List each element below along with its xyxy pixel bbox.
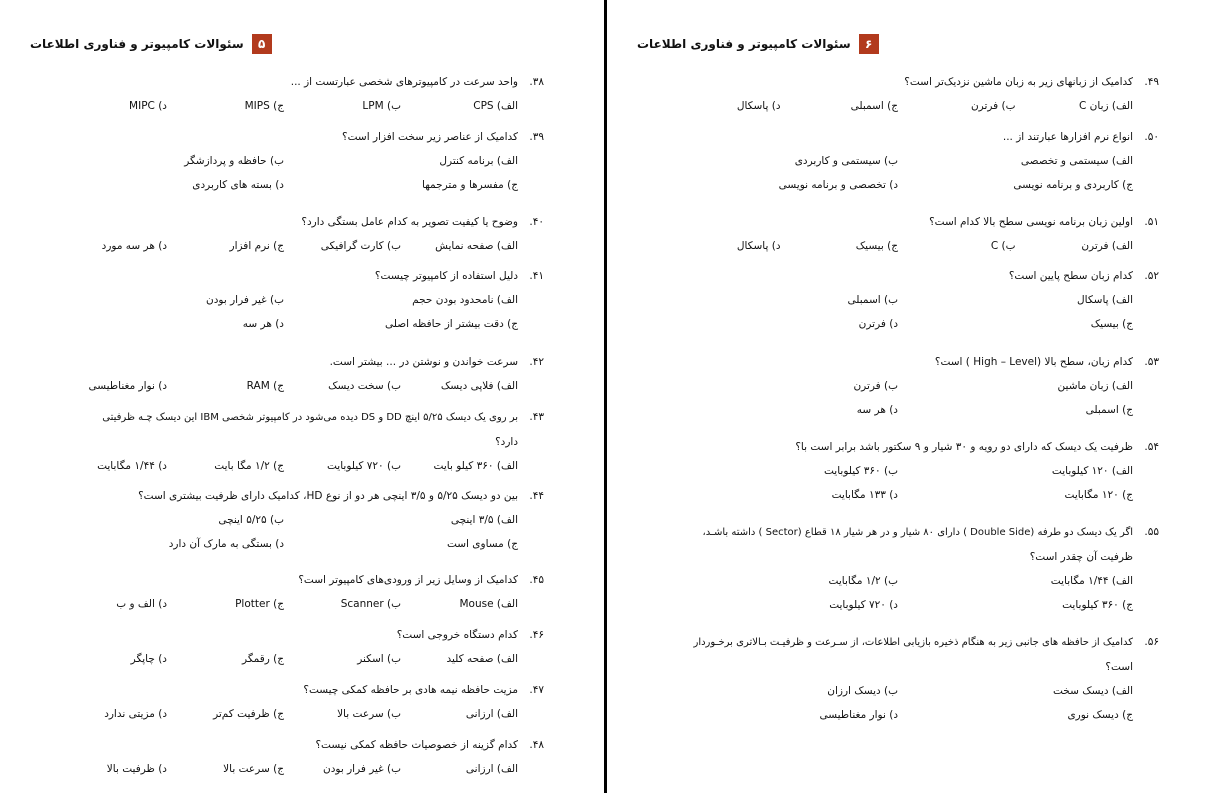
option-b: ب) حافظه و پردازشگر (184, 155, 284, 167)
question-47 (50, 678, 544, 726)
question-42 (50, 350, 544, 398)
option-c: ج) اسمبلی (1085, 404, 1133, 416)
option-a: الف) دیسک سخت (1052, 685, 1133, 697)
question-number: ۴۵. (529, 574, 544, 586)
question-45 (50, 568, 544, 616)
question-40 (50, 210, 544, 258)
option-a: الف) زبان C (1078, 100, 1133, 112)
option-b: ب) فرترن (970, 100, 1016, 112)
option-c: ج) سرعت بالا (223, 763, 284, 775)
question-text-continued: ظرفیت آن چقدر است؟ (1029, 551, 1133, 563)
option-d: د) تخصصی و برنامه نویسی (778, 179, 898, 191)
question-text: ظرفیت یک دیسک که دارای دو رویه و ۳۰ شیار و ۹ سکتور باشد برابر است با؟ (795, 441, 1133, 453)
option-c: ج) Plotter (235, 598, 284, 610)
option-b: ب) فرترن (853, 380, 898, 392)
page-number-badge: ۵ (252, 34, 272, 54)
question-number: ۵۱. (1144, 216, 1159, 228)
question-text-continued: است؟ (1105, 661, 1133, 673)
question-number: ۴۴. (529, 490, 544, 502)
option-a: الف) سیستمی و تخصصی (1020, 155, 1133, 167)
option-d: د) ۱/۴۴ مگابایت (97, 460, 167, 472)
question-number: ۴۸. (529, 739, 544, 751)
option-c: ج) نرم افزار (229, 240, 284, 252)
question-number: ۵۶. (1144, 636, 1159, 648)
option-a: الف) صفحه کلید (446, 653, 518, 665)
option-a: الف) زبان ماشین (1057, 380, 1133, 392)
question-text: انواع نرم افزارها عبارتند از ... (1002, 131, 1133, 143)
option-a: الف) ارزانی (465, 763, 518, 775)
right-page-header (637, 34, 879, 54)
option-b: ب) ۱/۲ مگابایت (828, 575, 898, 587)
question-text: بر روی یک دیسک ۵/۲۵ اینچ DD و DS دیده می‌شود در کامپیوتر شخصی IBM این دیسک چـه ظرفیتی (102, 412, 518, 423)
question-text: اگر یک دیسک دو طرفه (Double Side ) دارای ۸۰ شیار و در هر شیار ۱۸ قطاع (Sector ) داشته باشـد، (702, 527, 1133, 538)
option-c: ج) دقت بیشتر از حافظه اصلی (385, 318, 518, 330)
question-44 (50, 484, 544, 556)
question-text: واحد سرعت در کامپیوترهای شخصی عبارتست از ... (290, 76, 518, 88)
option-b: ب) اسکنر (357, 653, 401, 665)
option-a: الف) Mouse (459, 598, 518, 610)
option-b: ب) غیر فرار بودن (206, 294, 284, 306)
option-b: ب) اسمبلی (847, 294, 898, 306)
option-c: ج) MIPS (244, 100, 284, 112)
option-c: ج) ۳۶۰ کیلوبایت (1062, 599, 1133, 611)
option-d: د) ۷۲۰ کیلوبایت (829, 599, 898, 611)
option-c: ج) بیسیک (855, 240, 898, 252)
question-number: ۴۹. (1144, 76, 1159, 88)
question-number: ۳۹. (529, 131, 544, 143)
option-c: ج) بیسیک (1090, 318, 1133, 330)
page-title: سئوالات کامپیوتر و فناوری اطلاعات (30, 37, 244, 51)
question-51 (663, 210, 1159, 258)
option-b: ب) C (990, 240, 1016, 252)
question-52 (663, 264, 1159, 336)
option-c: ج) کاربردی و برنامه نویسی (1013, 179, 1133, 191)
question-number: ۵۳. (1144, 356, 1159, 368)
page-title: سئوالات کامپیوتر و فناوری اطلاعات (637, 37, 851, 51)
question-text: وضوح یا کیفیت تصویر به کدام عامل بستگی دارد؟ (301, 216, 518, 228)
question-46 (50, 623, 544, 671)
option-a: الف) ۳/۵ اینچی (450, 514, 518, 526)
option-c: ج) اسمبلی (850, 100, 898, 112)
option-b: ب) سیستمی و کاربردی (794, 155, 898, 167)
option-d: د) نوار مغناطیسی (88, 380, 167, 392)
option-b: ب) Scanner (340, 598, 401, 610)
question-text: کدامیک از زبانهای زیر به زبان ماشین نزدیک‌تر است؟ (904, 76, 1133, 88)
option-a: الف) CPS (473, 100, 518, 112)
option-c: ج) ظرفیت کم‌تر (213, 708, 284, 720)
option-d: د) پاسکال (736, 240, 781, 252)
question-49 (663, 70, 1159, 118)
question-text-continued: دارد؟ (495, 436, 518, 448)
question-text: کدام زبان سطح پایین است؟ (1008, 270, 1133, 282)
option-a: الف) پاسکال (1077, 294, 1133, 306)
left-page-header (30, 34, 272, 54)
question-number: ۴۶. (529, 629, 544, 641)
question-text: کدام زبان، سطح بالا (High – Level ) است؟ (934, 356, 1133, 368)
question-48 (50, 733, 544, 781)
option-c: ج) دیسک نوری (1067, 709, 1133, 721)
option-d: د) بستگی به مارک آن دارد (168, 538, 284, 550)
question-38 (50, 70, 544, 118)
option-b: ب) دیسک ارزان (827, 685, 898, 697)
right-page (607, 0, 1207, 793)
option-d: د) هر سه (242, 318, 284, 330)
question-54 (663, 435, 1159, 507)
option-b: ب) سخت دیسک (328, 380, 401, 392)
option-a: الف) فلاپی دیسک (440, 380, 518, 392)
option-d: د) فرترن (858, 318, 898, 330)
option-d: د) ظرفیت بالا (106, 763, 167, 775)
option-b: ب) ۷۲۰ کیلوبایت (326, 460, 401, 472)
question-39 (50, 125, 544, 197)
question-number: ۵۲. (1144, 270, 1159, 282)
option-d: د) الف و ب (116, 598, 167, 610)
option-c: ج) مساوی است (446, 538, 518, 550)
question-43 (50, 405, 544, 478)
question-41 (50, 264, 544, 336)
question-text: کدام دستگاه خروجی است؟ (396, 629, 518, 641)
option-d: د) MIPC (129, 100, 167, 112)
option-d: د) هر سه مورد (101, 240, 167, 252)
option-c: ج) ۱/۲ مگا بایت (214, 460, 284, 472)
question-number: ۴۷. (529, 684, 544, 696)
question-55 (663, 520, 1159, 617)
question-56 (663, 630, 1159, 727)
question-text: کدامیک از وسایل زیر از ورودی‌های کامپیوتر است؟ (298, 574, 518, 586)
page-number-badge: ۶ (859, 34, 879, 54)
option-b: ب) کارت گرافیکی (320, 240, 401, 252)
option-b: ب) سرعت بالا (337, 708, 401, 720)
question-number: ۳۸. (529, 76, 544, 88)
option-d: د) هر سه (856, 404, 898, 416)
option-a: الف) نامحدود بودن حجم (412, 294, 518, 306)
option-b: ب) ۳۶۰ کیلوبایت (823, 465, 898, 477)
question-text: کدام گزینه از خصوصیات حافظه کمکی نیست؟ (315, 739, 518, 751)
option-d: د) چاپگر (130, 653, 167, 665)
option-c: ج) مفسرها و مترجمها (422, 179, 518, 191)
question-text: سرعت خواندن و نوشتن در ... بیشتر است. (329, 356, 518, 368)
question-text: اولین زبان برنامه نویسی سطح بالا کدام است؟ (929, 216, 1133, 228)
option-b: ب) ۵/۲۵ اینچی (218, 514, 284, 526)
question-number: ۵۴. (1144, 441, 1159, 453)
option-a: الف) ۱۲۰ کیلوبایت (1051, 465, 1133, 477)
question-text: کدامیک از حافظه های جانبی زیر به هنگام ذخیره بازیابی اطلاعات، از سـرعت و ظرفیـت بـالاتری برخـوردار (693, 637, 1133, 648)
option-a: الف) صفحه نمایش (435, 240, 518, 252)
question-text: کدامیک از عناصر زیر سخت افزار است؟ (342, 131, 518, 143)
question-text: دلیل استفاده از کامپیوتر چیست؟ (374, 270, 518, 282)
option-d: د) مزیتی ندارد (104, 708, 167, 720)
question-number: ۴۲. (529, 356, 544, 368)
question-number: ۵۵. (1144, 526, 1159, 538)
option-a: الف) برنامه کنترل (439, 155, 518, 167)
option-d: د) ۱۳۳ مگابایت (831, 489, 898, 501)
question-text: مزیت حافظه نیمه هادی بر حافظه کمکی چیست؟ (303, 684, 518, 696)
option-a: الف) فرترن (1081, 240, 1133, 252)
option-c: ج) رقمگر (242, 653, 284, 665)
option-d: د) پاسکال (736, 100, 781, 112)
option-d: د) نوار مغناطیسی (819, 709, 898, 721)
option-c: ج) RAM (246, 380, 284, 392)
question-text: بین دو دیسک ۵/۲۵ و ۳/۵ اینچی هر دو از نوع HD، کدامیک دارای ظرفیت بیشتری است؟ (138, 490, 518, 502)
question-number: ۴۰. (529, 216, 544, 228)
option-a: الف) ارزانی (465, 708, 518, 720)
option-a: الف) ۱/۴۴ مگابایت (1050, 575, 1133, 587)
question-number: ۴۱. (529, 270, 544, 282)
option-c: ج) ۱۲۰ مگابایت (1064, 489, 1133, 501)
option-b: ب) LPM (362, 100, 401, 112)
question-number: ۵۰. (1144, 131, 1159, 143)
question-number: ۴۳. (529, 411, 544, 423)
option-a: الف) ۳۶۰ کیلو بایت (433, 460, 518, 472)
option-b: ب) غیر فرار بودن (323, 763, 401, 775)
question-53 (663, 350, 1159, 422)
question-50 (663, 125, 1159, 197)
option-d: د) بسته های کاربردی (192, 179, 284, 191)
